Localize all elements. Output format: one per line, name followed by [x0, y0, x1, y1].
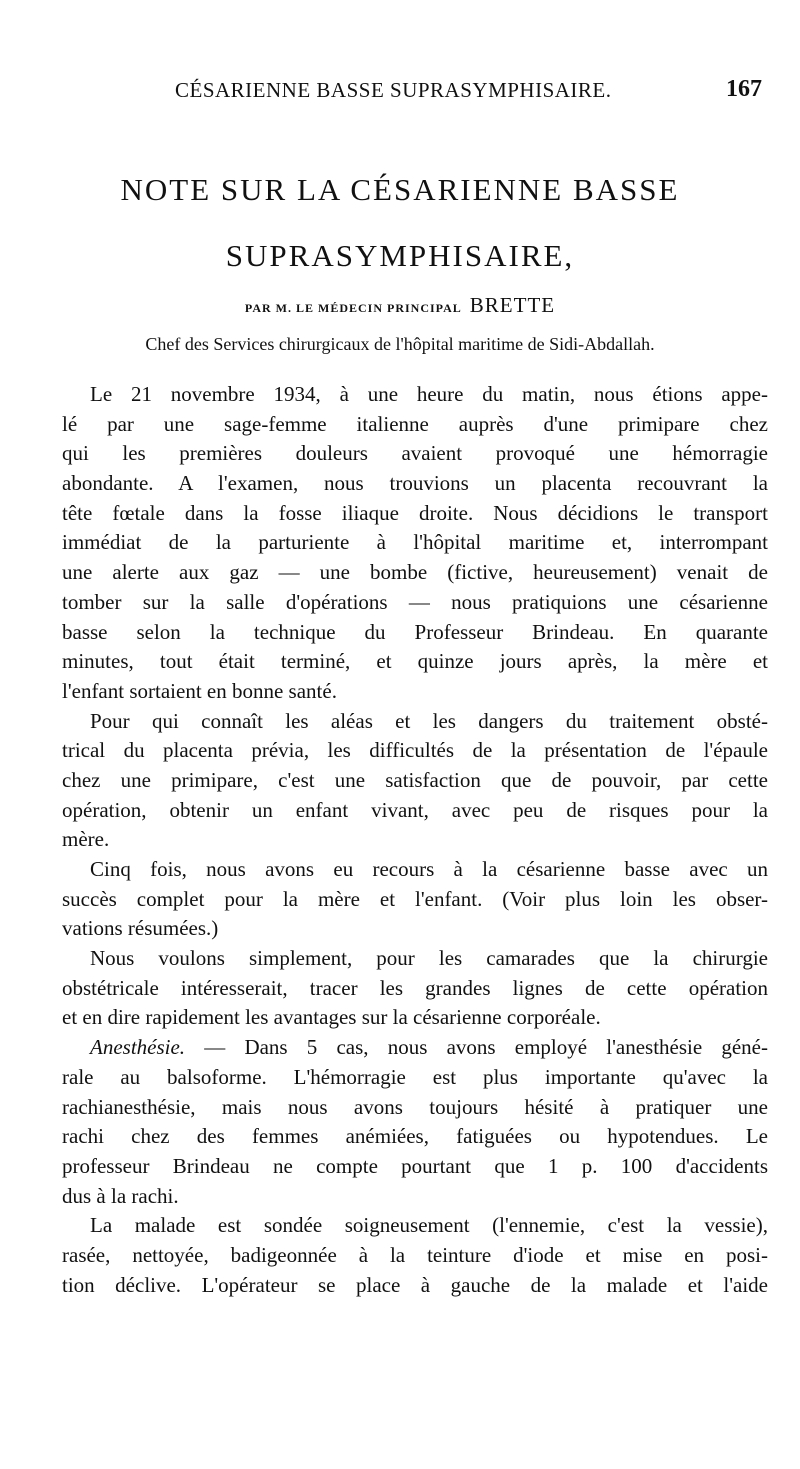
text-line: obstétricale intéresserait, tracer les grandes lignes de cette opération [62, 975, 768, 1000]
text-line: tomber sur la salle d'opérations — nous pratiquions une césarienne [62, 589, 768, 614]
text-line: mère. [62, 827, 110, 852]
anesthesia-label: Anesthésie. [90, 1035, 186, 1060]
text-line: tion déclive. L'opérateur se place à gauche de la malade et l'aide [62, 1272, 768, 1297]
text-line: opération, obtenir un enfant vivant, avec peu de risques pour la [62, 797, 768, 822]
article-body [62, 380, 768, 1300]
text-line: trical du placenta prévia, les difficultés de la présentation de l'épaule [62, 738, 768, 763]
text-line: tête fœtale dans la fosse iliaque droite. Nous décidions le transport [62, 500, 768, 525]
article-title-line-2: SUPRASYMPHISAIRE, [225, 238, 575, 273]
text-line: Nous voulons simplement, pour les camarades que la chirurgie [90, 946, 768, 971]
text-line: rasée, nettoyée, badigeonnée à la teinture d'iode et mise en posi- [62, 1242, 768, 1267]
byline [0, 293, 800, 318]
text-line: rachianesthésie, mais nous avons toujours hésité à pratiquer une [62, 1094, 768, 1119]
text-line: professeur Brindeau ne compte pourtant que 1 p. 100 d'accidents [62, 1153, 768, 1178]
text-line: succès complet pour la mère et l'enfant. (Voir plus loin les obser- [62, 886, 768, 911]
author-name: BRETTE [469, 293, 556, 317]
text-line: Cinq fois, nous avons eu recours à la césarienne basse avec un [90, 857, 768, 881]
text-line: immédiat de la parturiente à l'hôpital maritime et, interrompant [62, 530, 768, 555]
text-line-anesthesia [62, 1033, 768, 1063]
text-line: vations résumées.) [62, 916, 219, 941]
text-line: Le 21 novembre 1934, à une heure du matin, nous étions appe- [90, 382, 768, 406]
text-line: La malade est sondée soigneusement (l'ennemie, c'est la vessie), [90, 1213, 768, 1238]
text-line: basse selon la technique du Professeur Brindeau. En quarante [62, 619, 768, 644]
text-line: dus à la rachi. [62, 1183, 179, 1208]
text-line: qui les premières douleurs avaient provoqué une hémorragie [62, 441, 768, 466]
article-title-line-1: NOTE SUR LA CÉSARIENNE BASSE [120, 172, 680, 207]
text-line: lé par une sage-femme italienne auprès d'une primipare chez [62, 411, 768, 436]
running-header [60, 78, 760, 108]
text-line: minutes, tout était terminé, et quinze jours après, la mère et [62, 649, 768, 674]
text-line: rachi chez des femmes anémiées, fatiguées ou hypotendues. Le [62, 1124, 768, 1149]
text-line: chez une primipare, c'est une satisfaction que de pouvoir, par cette [62, 767, 768, 792]
author-affiliation: Chef des Services chirurgicaux de l'hôpital maritime de Sidi-Abdallah. [145, 334, 655, 354]
running-title: CÉSARIENNE BASSE SUPRASYMPHISAIRE. [175, 78, 612, 102]
text-line-content: — Dans 5 cas, nous avons employé l'anesthésie géné- [204, 1035, 768, 1060]
text-line: une alerte aux gaz — une bombe (fictive, heureusement) venait de [62, 560, 768, 585]
text-line: l'enfant sortaient en bonne santé. [62, 678, 337, 703]
text-line: rale au balsoforme. L'hémorragie est plus importante qu'avec la [62, 1064, 768, 1089]
text-line: Pour qui connaît les aléas et les dangers du traitement obsté- [90, 708, 768, 733]
text-line: abondante. A l'examen, nous trouvions un placenta recouvrant la [62, 471, 768, 496]
text-line: et en dire rapidement les avantages sur la césarienne corporéale. [62, 1005, 601, 1030]
page-number: 167 [726, 76, 762, 102]
byline-prefix: PAR M. LE MÉDECIN PRINCIPAL [244, 301, 462, 315]
